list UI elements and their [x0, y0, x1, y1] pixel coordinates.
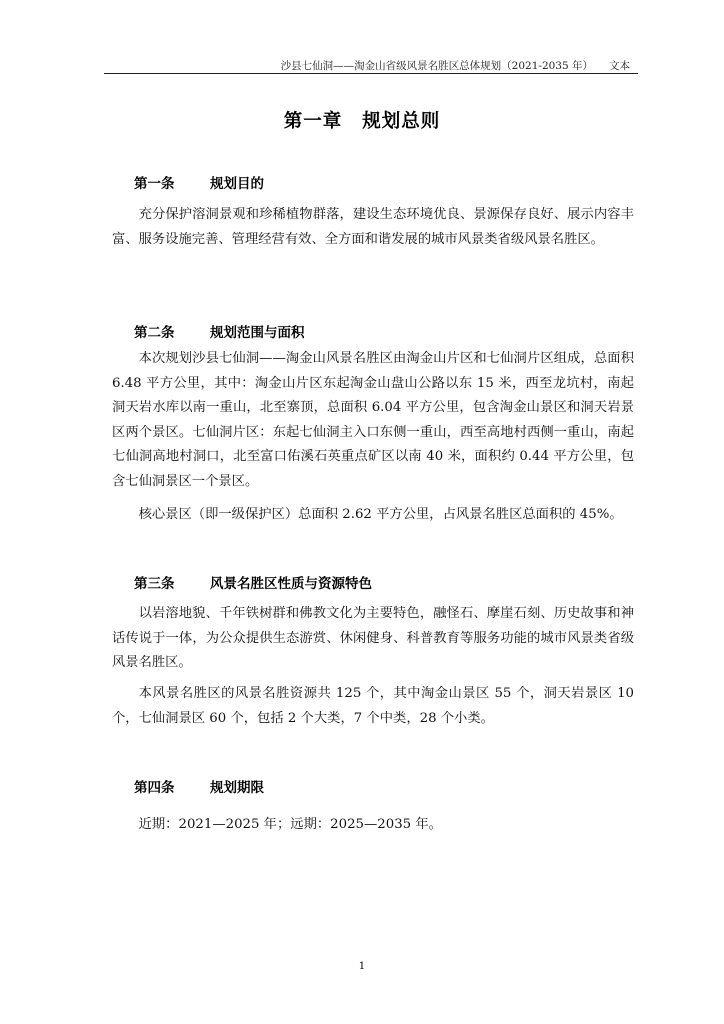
chapter-number: 第一章: [283, 111, 343, 132]
article-3-paragraph-2: 本风景名胜区的风景名胜资源共 125 个，其中淘金山景区 55 个，洞天岩景区 10 个，七仙洞景区 60 个，包括 2 个大类，7 个中类，28 个小类。: [112, 686, 634, 726]
chapter-title: [0, 109, 724, 135]
header-doc-type: 文本: [609, 60, 630, 72]
article-3-paragraph-1: 以岩溶地貌、千年铁树群和佛教文化为主要特色，融怪石、摩崖石刻、历史故事和神话传说于一体，为公众提供生态游赏、休闲健身、科普教育等服务功能的城市风景类省级风景名胜区。: [112, 606, 634, 671]
running-header: [281, 60, 630, 72]
header-title: 沙县七仙洞——淘金山省级风景名胜区总体规划（2021-2035 年）: [280, 60, 593, 72]
article-1-heading: [134, 174, 264, 194]
header-rule: [104, 73, 638, 74]
article-4-paragraph-1: 近期：2021—2025 年；远期：2025—2035 年。: [138, 817, 442, 832]
article-4-heading: [134, 778, 264, 798]
article-1-title: 规划目的: [210, 176, 264, 192]
chapter-name: 规划总则: [362, 111, 441, 132]
page-number: 1: [358, 960, 366, 972]
article-2-heading: [134, 323, 305, 343]
article-2-paragraph-1: 本次规划沙县七仙洞——淘金山风景名胜区由淘金山片区和七仙洞片区组成，总面积 6.48 平方公里，其中：淘金山片区东起淘金山盘山公路以东 15 米，西至龙坑村，南起洞天岩水库以南一重山，北至寨顶，总面积 6.04 平方公里，包含淘金山景区和洞天岩景区两个景区。七仙洞片区：东起七仙洞主入口东侧一重山，西至高地村西侧一重山，南起七仙洞高地村洞口，北至富口佑溪石英重点矿区以南 40 米，面积约 0.44 平方公里，包含七仙洞景区一个景区。: [112, 351, 634, 489]
article-3-number: 第三条: [134, 576, 175, 592]
article-2-number: 第二条: [134, 325, 175, 341]
article-4-number: 第四条: [134, 780, 175, 796]
article-3-title: 风景名胜区性质与资源特色: [210, 576, 372, 592]
article-3-heading: [134, 574, 372, 594]
article-4-title: 规划期限: [210, 780, 264, 796]
article-2-title: 规划范围与面积: [210, 325, 305, 341]
article-2-paragraph-2: 核心景区（即一级保护区）总面积 2.62 平方公里，占风景名胜区总面积的 45%。: [138, 507, 623, 522]
article-1-number: 第一条: [134, 176, 175, 192]
article-1-paragraph-1: 充分保护溶洞景观和珍稀植物群落，建设生态环境优良、景源保存良好、展示内容丰富、服务设施完善、管理经营有效、全方面和谐发展的城市风景类省级风景名胜区。: [112, 207, 634, 247]
